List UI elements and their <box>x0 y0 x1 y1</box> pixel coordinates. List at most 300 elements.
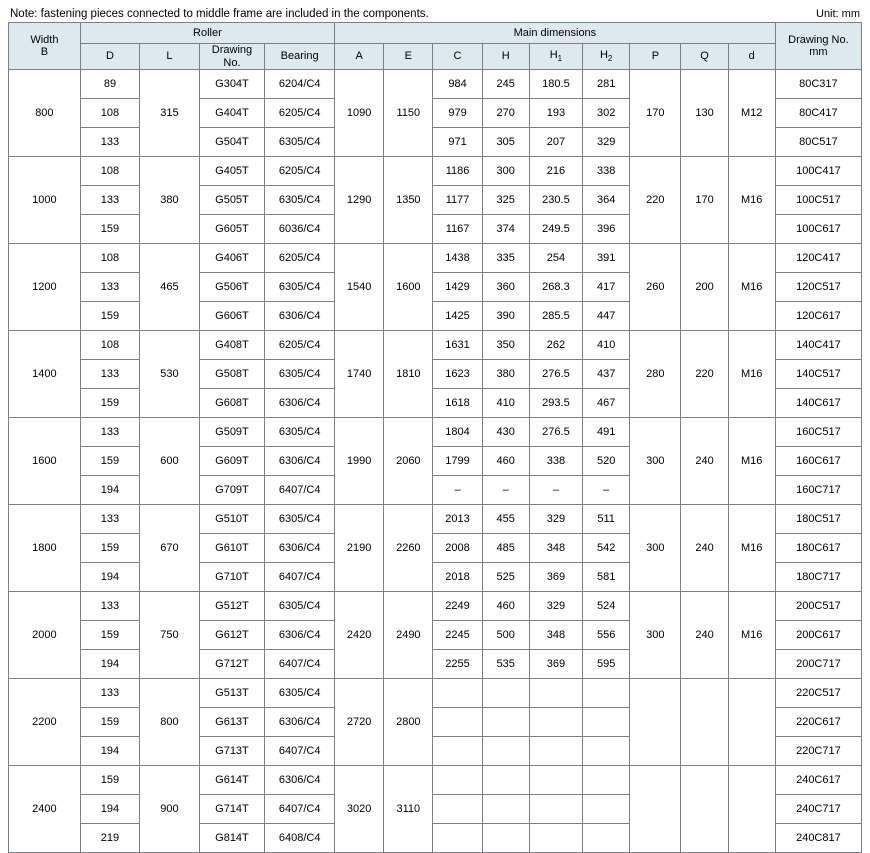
cell-dim-h2: 556 <box>583 621 630 650</box>
cell-width-b: 1400 <box>9 331 81 418</box>
cell-roller-drawing-no: G709T <box>199 476 265 505</box>
cell-roller-drawing-no: G505T <box>199 186 265 215</box>
header-width-b-line2: B <box>40 46 49 59</box>
cell-roller-d: 194 <box>80 650 139 679</box>
cell-bearing: 6205/C4 <box>265 244 335 273</box>
cell-roller-drawing-no: G606T <box>199 302 265 331</box>
cell-dim-h1 <box>529 795 582 824</box>
cell-dim-h: 325 <box>482 186 529 215</box>
cell-roller-d: 133 <box>80 418 139 447</box>
header-row-columns <box>9 44 862 70</box>
cell-width-b: 2200 <box>9 679 81 766</box>
cell-dim-d: M16 <box>728 157 775 244</box>
cell-dim-h1 <box>529 708 582 737</box>
cell-dim-p: 300 <box>630 592 681 679</box>
cell-drawing-no-mm: 160C617 <box>775 447 861 476</box>
header-col-h2-base: H <box>599 49 608 62</box>
cell-roller-drawing-no: G404T <box>199 99 265 128</box>
cell-dim-c <box>433 708 482 737</box>
header-col-q: Q <box>681 44 728 70</box>
header-col-l: L <box>140 44 199 70</box>
cell-dim-h1: 329 <box>529 505 582 534</box>
cell-roller-drawing-no: G513T <box>199 679 265 708</box>
cell-dim-h2 <box>583 766 630 795</box>
cell-dim-h2 <box>583 795 630 824</box>
cell-dim-h: 374 <box>482 215 529 244</box>
cell-roller-d: 194 <box>80 737 139 766</box>
cell-drawing-no-mm: 220C617 <box>775 708 861 737</box>
cell-bearing: 6205/C4 <box>265 157 335 186</box>
note-text: Note: fastening pieces connected to middle frame are included in the components. <box>10 8 429 20</box>
header-width-b-line1: Width <box>30 33 59 46</box>
cell-drawing-no-mm: 80C417 <box>775 99 861 128</box>
cell-dim-c: 979 <box>433 99 482 128</box>
header-col-h1-sub: 1 <box>557 54 563 64</box>
cell-dim-h2: 467 <box>583 389 630 418</box>
cell-dim-c: – <box>433 476 482 505</box>
header-col-drawing-no-line2: No. <box>223 56 241 69</box>
cell-drawing-no-mm: 240C617 <box>775 766 861 795</box>
cell-dim-h2: 524 <box>583 592 630 621</box>
cell-dim-h: 245 <box>482 70 529 99</box>
cell-drawing-no-mm: 180C517 <box>775 505 861 534</box>
table-row <box>9 592 862 621</box>
cell-dim-c <box>433 766 482 795</box>
cell-dim-h1 <box>529 737 582 766</box>
cell-dim-c: 1799 <box>433 447 482 476</box>
cell-dim-h1: 180.5 <box>529 70 582 99</box>
cell-dim-h2: 511 <box>583 505 630 534</box>
cell-roller-drawing-no: G610T <box>199 534 265 563</box>
cell-width-b: 1600 <box>9 418 81 505</box>
cell-dim-d <box>728 679 775 766</box>
cell-dim-h2 <box>583 679 630 708</box>
cell-roller-d: 219 <box>80 824 139 853</box>
cell-drawing-no-mm: 80C317 <box>775 70 861 99</box>
cell-dim-h2: 364 <box>583 186 630 215</box>
cell-dim-h1: 230.5 <box>529 186 582 215</box>
cell-dim-h: 300 <box>482 157 529 186</box>
cell-dim-h: 305 <box>482 128 529 157</box>
cell-dim-h2 <box>583 708 630 737</box>
header-row-groups <box>9 23 862 44</box>
cell-dim-c: 1167 <box>433 215 482 244</box>
cell-drawing-no-mm: 180C717 <box>775 563 861 592</box>
cell-roller-l: 600 <box>140 418 199 505</box>
cell-dim-h <box>482 766 529 795</box>
cell-dim-h1: 216 <box>529 157 582 186</box>
cell-dim-h <box>482 824 529 853</box>
cell-roller-l: 315 <box>140 70 199 157</box>
cell-roller-d: 108 <box>80 331 139 360</box>
cell-dim-c: 2249 <box>433 592 482 621</box>
cell-roller-d: 133 <box>80 505 139 534</box>
cell-drawing-no-mm: 160C717 <box>775 476 861 505</box>
cell-dim-h1: – <box>529 476 582 505</box>
cell-bearing: 6306/C4 <box>265 708 335 737</box>
header-col-p: P <box>630 44 681 70</box>
cell-dim-e: 2490 <box>384 592 433 679</box>
header-col-h2 <box>583 44 630 70</box>
cell-width-b: 2000 <box>9 592 81 679</box>
cell-dim-h: 460 <box>482 592 529 621</box>
cell-dim-h2: 302 <box>583 99 630 128</box>
cell-drawing-no-mm: 100C517 <box>775 186 861 215</box>
cell-dim-c: 984 <box>433 70 482 99</box>
cell-dim-h: 525 <box>482 563 529 592</box>
header-col-h: H <box>482 44 529 70</box>
cell-bearing: 6205/C4 <box>265 331 335 360</box>
cell-dim-h1: 268.3 <box>529 273 582 302</box>
cell-drawing-no-mm: 120C417 <box>775 244 861 273</box>
header-col-d: D <box>80 44 139 70</box>
cell-bearing: 6306/C4 <box>265 621 335 650</box>
cell-dim-h: – <box>482 476 529 505</box>
cell-dim-c: 1804 <box>433 418 482 447</box>
cell-dim-h2: 417 <box>583 273 630 302</box>
cell-width-b: 1000 <box>9 157 81 244</box>
cell-dim-c: 2013 <box>433 505 482 534</box>
cell-dim-a: 2420 <box>335 592 384 679</box>
cell-width-b: 800 <box>9 70 81 157</box>
cell-roller-drawing-no: G504T <box>199 128 265 157</box>
cell-dim-h2: 520 <box>583 447 630 476</box>
cell-dim-e: 1150 <box>384 70 433 157</box>
cell-dim-d <box>728 766 775 853</box>
header-width-b <box>9 23 81 70</box>
cell-dim-c <box>433 737 482 766</box>
cell-dim-a: 1540 <box>335 244 384 331</box>
cell-bearing: 6306/C4 <box>265 389 335 418</box>
cell-dim-h1: 262 <box>529 331 582 360</box>
cell-drawing-no-mm: 220C717 <box>775 737 861 766</box>
cell-dim-q: 240 <box>681 592 728 679</box>
cell-dim-h2 <box>583 824 630 853</box>
cell-drawing-no-mm: 200C517 <box>775 592 861 621</box>
cell-roller-drawing-no: G406T <box>199 244 265 273</box>
cell-roller-drawing-no: G405T <box>199 157 265 186</box>
cell-dim-h: 500 <box>482 621 529 650</box>
cell-roller-d: 133 <box>80 360 139 389</box>
cell-dim-h1: 348 <box>529 621 582 650</box>
cell-roller-drawing-no: G613T <box>199 708 265 737</box>
cell-bearing: 6305/C4 <box>265 679 335 708</box>
table-row <box>9 679 862 708</box>
cell-roller-drawing-no: G304T <box>199 70 265 99</box>
cell-dim-c <box>433 824 482 853</box>
cell-dim-h1: 329 <box>529 592 582 621</box>
cell-roller-d: 159 <box>80 215 139 244</box>
cell-dim-e: 1810 <box>384 331 433 418</box>
header-roller: Roller <box>80 23 334 44</box>
cell-dim-c: 2255 <box>433 650 482 679</box>
cell-dim-h1: 285.5 <box>529 302 582 331</box>
cell-drawing-no-mm: 100C617 <box>775 215 861 244</box>
cell-dim-c: 1429 <box>433 273 482 302</box>
cell-bearing: 6305/C4 <box>265 273 335 302</box>
cell-dim-e: 2060 <box>384 418 433 505</box>
cell-bearing: 6305/C4 <box>265 360 335 389</box>
cell-roller-d: 159 <box>80 766 139 795</box>
cell-roller-drawing-no: G814T <box>199 824 265 853</box>
cell-dim-h: 455 <box>482 505 529 534</box>
cell-dim-d: M16 <box>728 244 775 331</box>
cell-dim-c: 1425 <box>433 302 482 331</box>
cell-dim-h: 335 <box>482 244 529 273</box>
cell-dim-h2: 391 <box>583 244 630 273</box>
cell-dim-h1 <box>529 824 582 853</box>
cell-dim-h: 485 <box>482 534 529 563</box>
cell-dim-e: 2800 <box>384 679 433 766</box>
cell-dim-h: 360 <box>482 273 529 302</box>
cell-roller-drawing-no: G510T <box>199 505 265 534</box>
cell-roller-d: 133 <box>80 679 139 708</box>
cell-roller-d: 108 <box>80 99 139 128</box>
cell-dim-h: 350 <box>482 331 529 360</box>
cell-bearing: 6305/C4 <box>265 128 335 157</box>
cell-roller-drawing-no: G713T <box>199 737 265 766</box>
header-col-h1 <box>529 44 582 70</box>
cell-bearing: 6306/C4 <box>265 302 335 331</box>
cell-drawing-no-mm: 240C817 <box>775 824 861 853</box>
cell-dim-h1: 254 <box>529 244 582 273</box>
cell-roller-drawing-no: G612T <box>199 621 265 650</box>
table-header <box>9 23 862 70</box>
cell-dim-h1: 293.5 <box>529 389 582 418</box>
cell-drawing-no-mm: 200C617 <box>775 621 861 650</box>
cell-dim-c: 2008 <box>433 534 482 563</box>
cell-dim-h: 380 <box>482 360 529 389</box>
header-col-c: C <box>433 44 482 70</box>
cell-dim-p: 300 <box>630 418 681 505</box>
header-main-dimensions: Main dimensions <box>335 23 776 44</box>
cell-roller-l: 465 <box>140 244 199 331</box>
cell-roller-l: 900 <box>140 766 199 853</box>
cell-dim-c: 1631 <box>433 331 482 360</box>
cell-roller-drawing-no: G408T <box>199 331 265 360</box>
cell-bearing: 6306/C4 <box>265 447 335 476</box>
cell-dim-h1 <box>529 679 582 708</box>
cell-dim-h2: 281 <box>583 70 630 99</box>
cell-drawing-no-mm: 140C617 <box>775 389 861 418</box>
cell-drawing-no-mm: 200C717 <box>775 650 861 679</box>
header-col-h2-sub: 2 <box>607 54 613 64</box>
cell-roller-d: 133 <box>80 273 139 302</box>
unit-text: Unit: mm <box>816 8 860 20</box>
cell-dim-h2: 338 <box>583 157 630 186</box>
cell-dim-p <box>630 766 681 853</box>
cell-roller-drawing-no: G608T <box>199 389 265 418</box>
cell-roller-d: 108 <box>80 244 139 273</box>
cell-roller-d: 133 <box>80 128 139 157</box>
table-row <box>9 157 862 186</box>
cell-roller-drawing-no: G512T <box>199 592 265 621</box>
cell-dim-c: 1186 <box>433 157 482 186</box>
cell-roller-l: 750 <box>140 592 199 679</box>
cell-drawing-no-mm: 120C617 <box>775 302 861 331</box>
cell-dim-p: 220 <box>630 157 681 244</box>
cell-dim-h2: – <box>583 476 630 505</box>
cell-dim-h: 535 <box>482 650 529 679</box>
cell-bearing: 6408/C4 <box>265 824 335 853</box>
cell-dim-h <box>482 795 529 824</box>
header-drawing-no-mm-line2: mm <box>809 46 828 59</box>
cell-dim-q <box>681 766 728 853</box>
cell-dim-h2: 329 <box>583 128 630 157</box>
cell-dim-c: 1618 <box>433 389 482 418</box>
cell-roller-l: 670 <box>140 505 199 592</box>
cell-dim-e: 3110 <box>384 766 433 853</box>
cell-bearing: 6407/C4 <box>265 795 335 824</box>
cell-dim-h2: 396 <box>583 215 630 244</box>
header-col-a: A <box>335 44 384 70</box>
cell-width-b: 1200 <box>9 244 81 331</box>
table-row <box>9 418 862 447</box>
cell-bearing: 6036/C4 <box>265 215 335 244</box>
cell-roller-l: 800 <box>140 679 199 766</box>
cell-dim-p: 280 <box>630 331 681 418</box>
cell-dim-h1: 369 <box>529 650 582 679</box>
cell-roller-d: 159 <box>80 302 139 331</box>
table-row <box>9 244 862 273</box>
header-col-e: E <box>384 44 433 70</box>
header-col-bearing: Bearing <box>265 44 335 70</box>
cell-dim-h2 <box>583 737 630 766</box>
cell-roller-drawing-no: G508T <box>199 360 265 389</box>
cell-dim-e: 1600 <box>384 244 433 331</box>
cell-dim-h1 <box>529 766 582 795</box>
cell-dim-q: 200 <box>681 244 728 331</box>
cell-roller-drawing-no: G605T <box>199 215 265 244</box>
cell-dim-h: 430 <box>482 418 529 447</box>
cell-bearing: 6407/C4 <box>265 650 335 679</box>
cell-drawing-no-mm: 220C517 <box>775 679 861 708</box>
specification-table <box>8 22 862 853</box>
cell-roller-d: 159 <box>80 708 139 737</box>
cell-dim-c: 2018 <box>433 563 482 592</box>
cell-bearing: 6305/C4 <box>265 418 335 447</box>
cell-dim-h <box>482 737 529 766</box>
header-col-drawing-no-line1: Drawing <box>211 44 253 56</box>
cell-dim-h1: 207 <box>529 128 582 157</box>
cell-dim-a: 2720 <box>335 679 384 766</box>
cell-roller-drawing-no: G509T <box>199 418 265 447</box>
cell-dim-h2: 581 <box>583 563 630 592</box>
header-col-drawing-no <box>199 44 265 70</box>
header-col-d-small: d <box>728 44 775 70</box>
table-row <box>9 70 862 99</box>
cell-dim-d: M16 <box>728 331 775 418</box>
cell-width-b: 1800 <box>9 505 81 592</box>
header-drawing-no-mm <box>775 23 861 70</box>
cell-dim-a: 1290 <box>335 157 384 244</box>
cell-dim-q: 220 <box>681 331 728 418</box>
cell-roller-d: 89 <box>80 70 139 99</box>
cell-dim-h <box>482 679 529 708</box>
cell-dim-p: 260 <box>630 244 681 331</box>
cell-roller-drawing-no: G712T <box>199 650 265 679</box>
cell-dim-h1: 276.5 <box>529 418 582 447</box>
cell-roller-d: 194 <box>80 563 139 592</box>
cell-dim-d: M16 <box>728 505 775 592</box>
cell-dim-h1: 193 <box>529 99 582 128</box>
cell-roller-d: 159 <box>80 621 139 650</box>
cell-dim-h2: 410 <box>583 331 630 360</box>
cell-roller-d: 159 <box>80 534 139 563</box>
cell-roller-d: 194 <box>80 476 139 505</box>
cell-dim-a: 3020 <box>335 766 384 853</box>
cell-dim-c: 971 <box>433 128 482 157</box>
cell-drawing-no-mm: 240C717 <box>775 795 861 824</box>
cell-dim-p: 170 <box>630 70 681 157</box>
top-bar <box>8 0 862 22</box>
cell-dim-c <box>433 679 482 708</box>
cell-bearing: 6407/C4 <box>265 476 335 505</box>
cell-dim-a: 2190 <box>335 505 384 592</box>
cell-dim-h2: 447 <box>583 302 630 331</box>
cell-dim-h1: 348 <box>529 534 582 563</box>
cell-bearing: 6305/C4 <box>265 505 335 534</box>
cell-dim-p <box>630 679 681 766</box>
cell-dim-h1: 338 <box>529 447 582 476</box>
cell-dim-h: 270 <box>482 99 529 128</box>
cell-dim-c: 1623 <box>433 360 482 389</box>
cell-drawing-no-mm: 120C517 <box>775 273 861 302</box>
cell-roller-drawing-no: G714T <box>199 795 265 824</box>
cell-dim-a: 1090 <box>335 70 384 157</box>
cell-dim-h1: 276.5 <box>529 360 582 389</box>
cell-dim-h1: 249.5 <box>529 215 582 244</box>
cell-bearing: 6204/C4 <box>265 70 335 99</box>
cell-roller-d: 133 <box>80 592 139 621</box>
cell-drawing-no-mm: 140C417 <box>775 331 861 360</box>
cell-roller-l: 530 <box>140 331 199 418</box>
cell-dim-a: 1990 <box>335 418 384 505</box>
cell-dim-h: 390 <box>482 302 529 331</box>
cell-roller-drawing-no: G609T <box>199 447 265 476</box>
cell-dim-e: 1350 <box>384 157 433 244</box>
header-drawing-no-mm-line1: Drawing No. <box>788 33 849 46</box>
table-body <box>9 70 862 853</box>
cell-roller-d: 159 <box>80 389 139 418</box>
cell-dim-q: 240 <box>681 418 728 505</box>
cell-dim-c: 2245 <box>433 621 482 650</box>
cell-drawing-no-mm: 160C517 <box>775 418 861 447</box>
cell-drawing-no-mm: 80C517 <box>775 128 861 157</box>
cell-dim-d: M12 <box>728 70 775 157</box>
cell-roller-drawing-no: G506T <box>199 273 265 302</box>
cell-dim-h2: 542 <box>583 534 630 563</box>
header-col-h1-base: H <box>549 49 558 62</box>
cell-roller-d: 194 <box>80 795 139 824</box>
cell-drawing-no-mm: 180C617 <box>775 534 861 563</box>
cell-roller-drawing-no: G614T <box>199 766 265 795</box>
cell-dim-q <box>681 679 728 766</box>
cell-bearing: 6305/C4 <box>265 186 335 215</box>
cell-dim-c: 1177 <box>433 186 482 215</box>
table-row <box>9 766 862 795</box>
cell-dim-d: M16 <box>728 418 775 505</box>
cell-dim-h: 410 <box>482 389 529 418</box>
cell-dim-q: 170 <box>681 157 728 244</box>
cell-dim-d: M16 <box>728 592 775 679</box>
table-row <box>9 331 862 360</box>
cell-dim-c: 1438 <box>433 244 482 273</box>
cell-bearing: 6205/C4 <box>265 99 335 128</box>
cell-dim-c <box>433 795 482 824</box>
cell-roller-d: 159 <box>80 447 139 476</box>
cell-bearing: 6305/C4 <box>265 592 335 621</box>
